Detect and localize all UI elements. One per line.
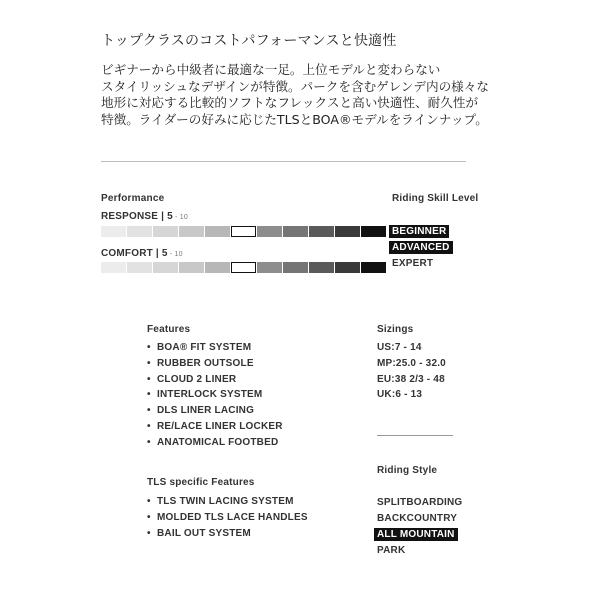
description-line: ビギナーから中級者に最適な一足。上位モデルと変わらない: [101, 62, 441, 77]
comfort-label-text: COMFORT: [101, 248, 153, 259]
riding-style-label: SPLITBOARDING: [377, 497, 463, 508]
riding-style-label: BACKCOUNTRY: [377, 513, 458, 524]
riding-style-title: Riding Style: [377, 465, 438, 476]
description-line: スタイリッシュなデザインが特徴。パークを含むゲレンデ内の様々な: [101, 78, 489, 94]
sizing-item: UK:6 - 13: [377, 389, 423, 401]
scale-segment: [231, 262, 256, 273]
scale-segment: [283, 262, 308, 273]
comfort-scale: [101, 262, 387, 273]
features-list: [147, 340, 283, 451]
tls-feature-item: • MOLDED TLS LACE HANDLES: [147, 510, 308, 526]
feature-item: • RE/LACE LINER LOCKER: [147, 419, 283, 435]
tls-features-title: TLS specific Features: [147, 477, 255, 488]
performance-title: Performance: [101, 193, 165, 204]
comfort-max: 10: [174, 251, 183, 258]
scale-segment: [153, 226, 178, 237]
scale-segment: [335, 226, 360, 237]
scale-segment: [309, 226, 334, 237]
sizings-list: [377, 340, 446, 403]
tls-feature-item: • BAIL OUT SYSTEM: [147, 526, 308, 542]
sizing-item: MP:25.0 - 32.0: [377, 357, 446, 369]
skill-level-label: EXPERT: [392, 258, 434, 269]
comfort-label: COMFORT | 5 - 10: [101, 248, 183, 259]
sizing-item: EU:38 2/3 - 48: [377, 373, 445, 385]
scale-segment: [101, 226, 126, 237]
feature-item: • ANATOMICAL FOOTBED: [147, 435, 283, 451]
scale-segment: [309, 262, 334, 273]
description-line: 地形に対応する比較的ソフトなフレックスと高い快適性、耐久性が: [101, 95, 479, 110]
scale-segment: [127, 262, 152, 273]
style-splitboarding: [374, 497, 465, 508]
riding-skill-title: Riding Skill Level: [392, 193, 479, 204]
scale-segment: [179, 226, 204, 237]
skill-beginner: [389, 226, 449, 237]
feature-item: • RUBBER OUTSOLE: [147, 356, 283, 372]
scale-segment: [335, 262, 360, 273]
feature-item: • DLS LINER LACING: [147, 403, 283, 419]
response-value: 5: [167, 211, 173, 222]
description: [101, 62, 531, 128]
scale-segment: [361, 226, 386, 237]
feature-item: • BOA® FIT SYSTEM: [147, 340, 283, 356]
skill-level-label: ADVANCED: [389, 241, 453, 254]
response-label: RESPONSE | 5 - 10: [101, 211, 188, 222]
skill-level-label: BEGINNER: [389, 225, 449, 238]
sizing-item: US:7 - 14: [377, 342, 422, 353]
response-scale: [101, 226, 387, 237]
scale-segment: [153, 262, 178, 273]
scale-segment: [283, 226, 308, 237]
style-park: [374, 545, 408, 556]
features-title: Features: [147, 324, 191, 335]
feature-item: • INTERLOCK SYSTEM: [147, 387, 283, 403]
response-label-text: RESPONSE: [101, 211, 159, 222]
skill-advanced: [389, 242, 453, 253]
description-line: 特徴。ライダーの好みに応じたTLSとBOA®モデルをラインナップ。: [101, 111, 488, 127]
scale-segment: [205, 262, 230, 273]
sizings-title: Sizings: [377, 324, 414, 335]
scale-segment: [205, 226, 230, 237]
tls-feature-item: • TLS TWIN LACING SYSTEM: [147, 494, 308, 510]
scale-segment: [257, 262, 282, 273]
section-divider: [101, 161, 466, 162]
tls-features-list: [147, 494, 308, 541]
riding-style-label: PARK: [377, 545, 406, 556]
scale-segment: [231, 226, 256, 237]
feature-item: • CLOUD 2 LINER: [147, 372, 283, 388]
skill-expert: [389, 258, 436, 269]
response-max: 10: [179, 214, 188, 221]
sizings-divider: [377, 435, 453, 436]
scale-segment: [179, 262, 204, 273]
scale-segment: [257, 226, 282, 237]
style-backcountry: [374, 513, 460, 524]
scale-segment: [101, 262, 126, 273]
style-all-mountain: [374, 529, 458, 540]
scale-segment: [127, 226, 152, 237]
riding-style-label: ALL MOUNTAIN: [374, 528, 458, 541]
scale-segment: [361, 262, 386, 273]
comfort-value: 5: [161, 248, 168, 259]
headline: トップクラスのコストパフォーマンスと快適性: [101, 33, 397, 49]
